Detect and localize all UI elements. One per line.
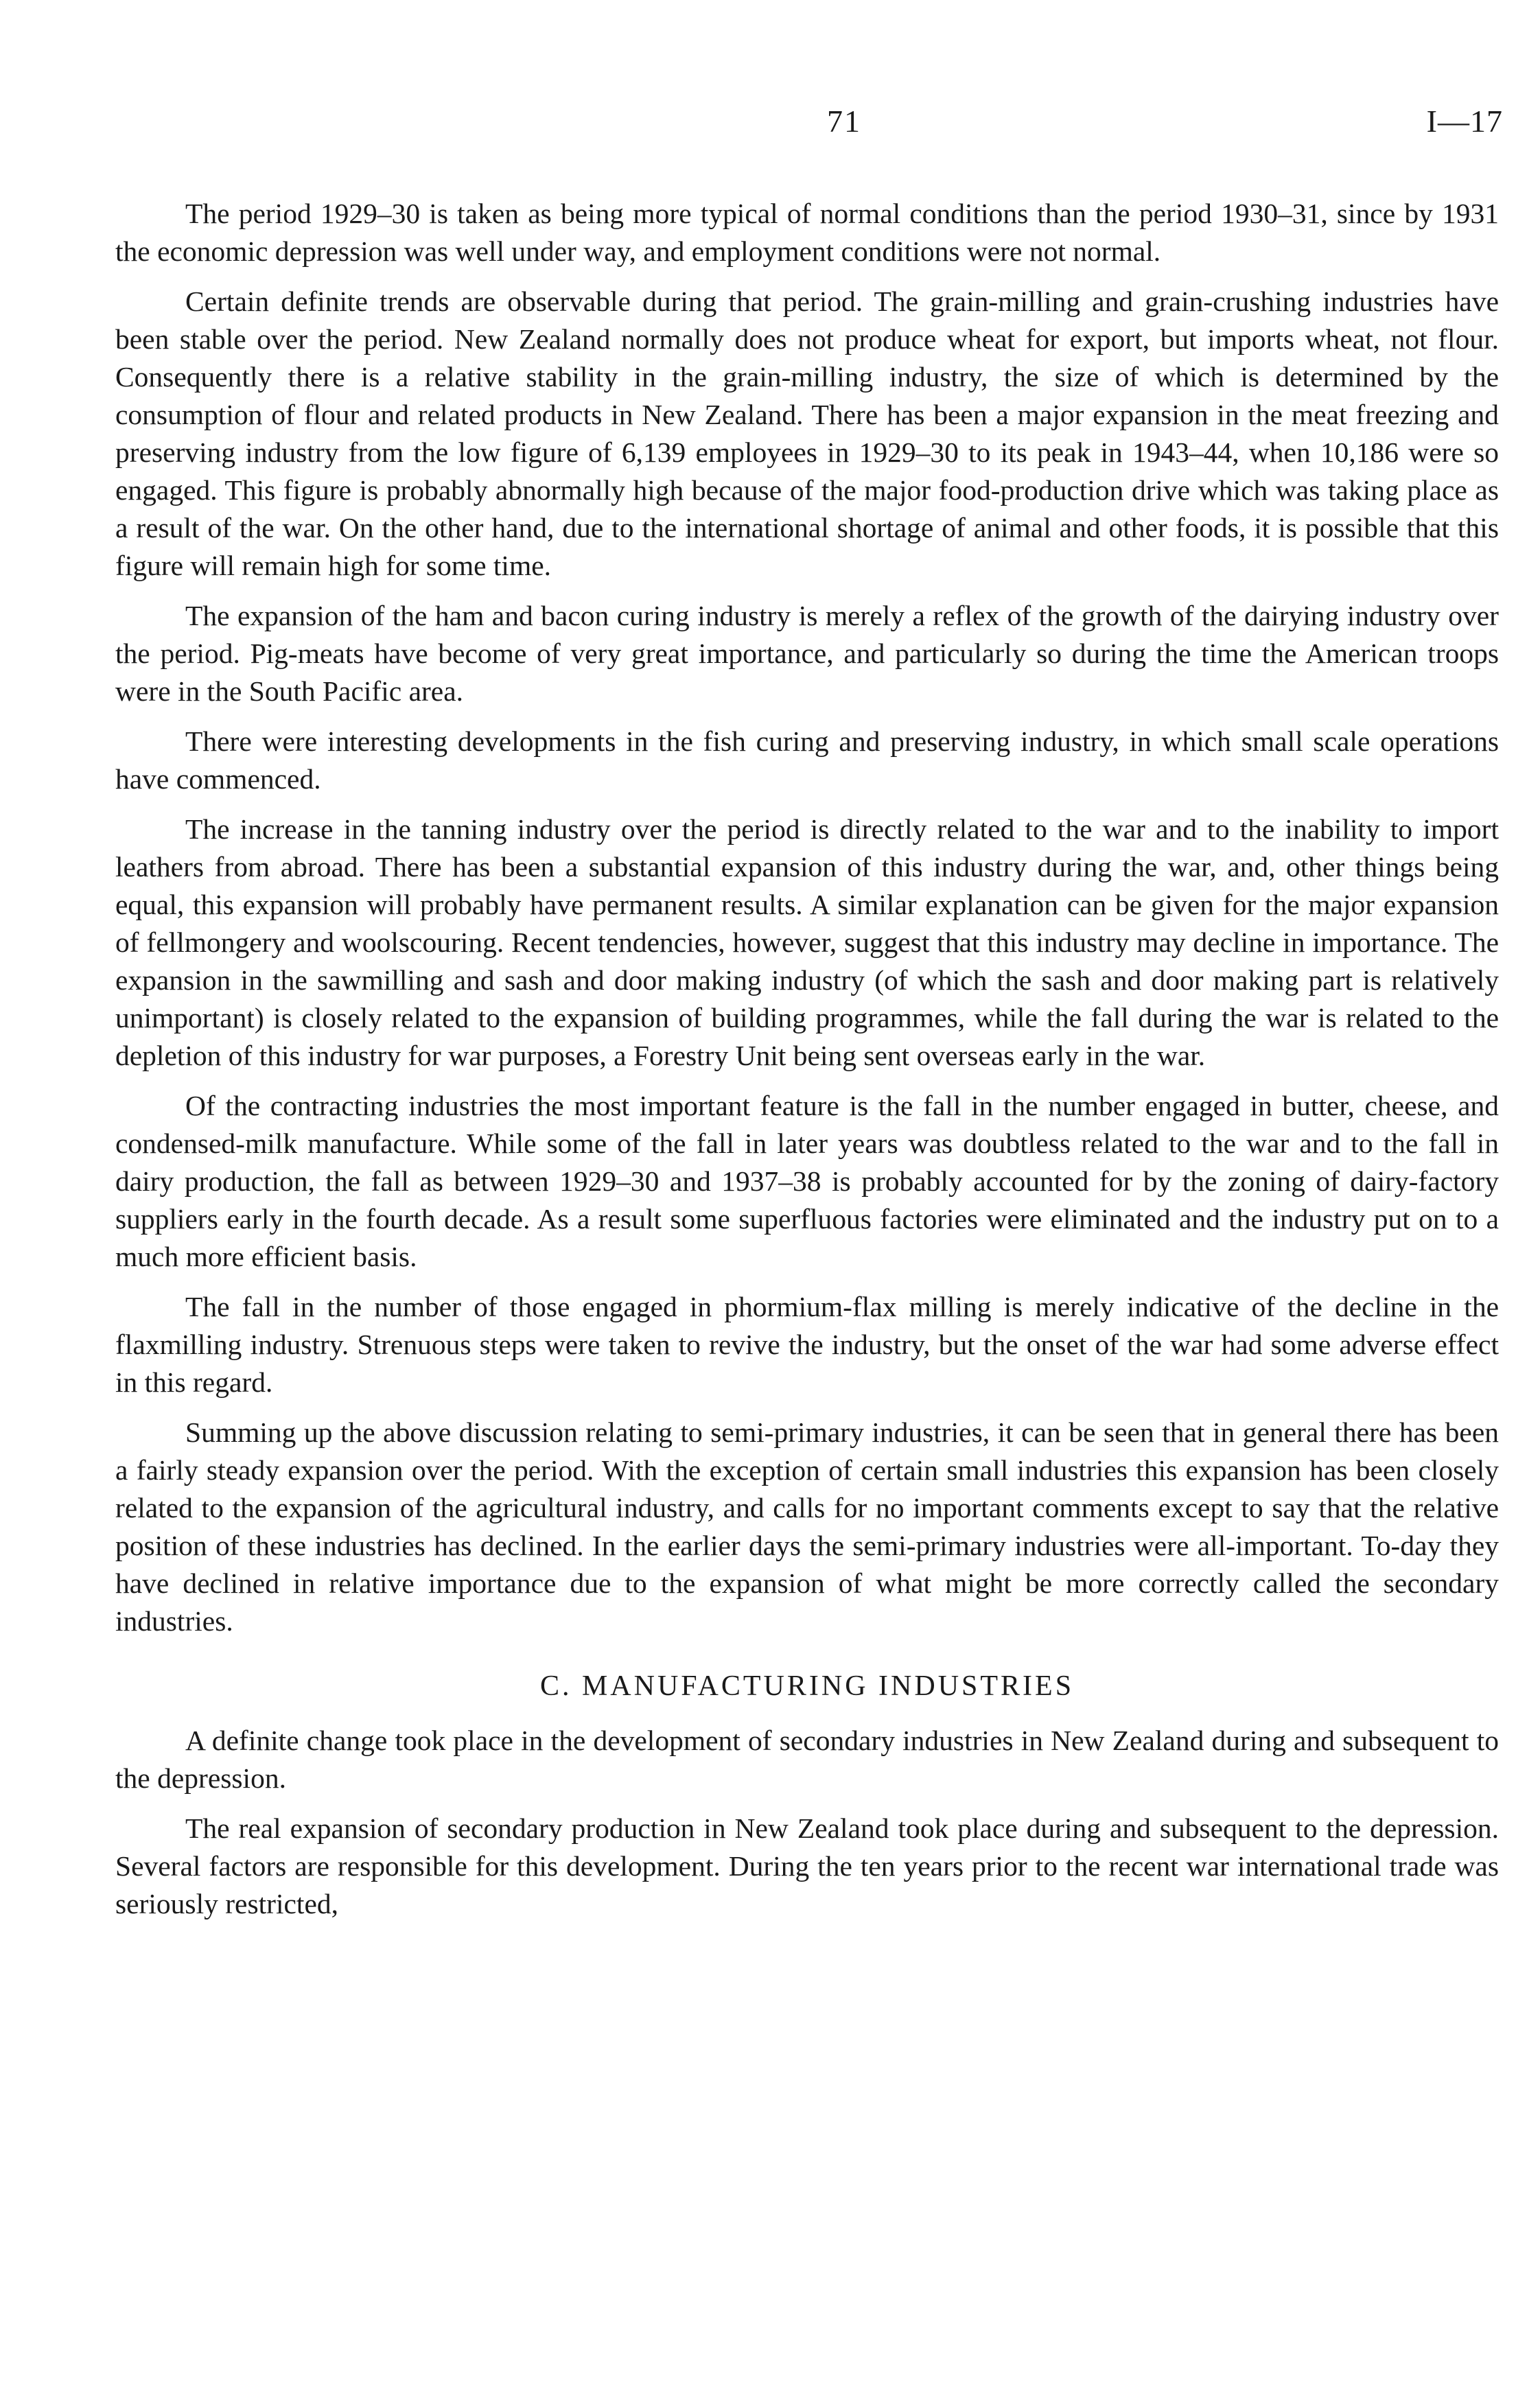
paragraph-real-expansion: The real expansion of secondary production in New Zealand took place during and subsequent to the depression. Several factors are responsible for this development. During the ten years prior to the recent war international trade was seriously restricted, — [115, 1812, 1499, 1919]
document-reference: I—17 — [1426, 104, 1503, 139]
paragraph-ham-bacon: The expansion of the ham and bacon curing industry is merely a reflex of the growth of the dairying industry over the period. Pig-meats have become of very great importance, and particularly so during the time the American troops were in the South Pacific area. — [115, 600, 1499, 707]
paragraph-phormium-flax: The fall in the number of those engaged in phormium-flax milling is merely indicative of the decline in the flaxmilling industry. Strenuous steps were taken to revive the industry, but the onset of the war had some adverse effect in this regard. — [115, 1291, 1499, 1398]
paragraph-tanning: The increase in the tanning industry over the period is directly related to the war and to the inability to import leathers from abroad. There has been a substantial expansion of this industry during the war, and, other things being equal, this expansion will probably have permanent results. A similar explanation can be given for the major expansion of fellmongery and woolscouring. Recent tendencies, however, suggest that this industry may decline in importance. The expansion in the sawmilling and sash and door making industry (of which the sash and door making part is relatively unimportant) is closely related to the expansion of building programmes, while the fall during the war is related to the depletion of this industry for war purposes, a Forestry Unit being sent overseas early in the war. — [115, 813, 1499, 1071]
page-header — [185, 103, 1503, 151]
paragraph-definite-trends: Certain definite trends are observable during that period. The grain-milling and grain-crushing industries have been stable over the period. New Zealand normally does not produce wheat for export, but imports wheat, not flour. Consequently there is a relative stability in the grain-milling industry, the size of which is determined by the consumption of flour and related products in New Zealand. There has been a major expansion in the meat freezing and preserving industry from the low figure of 6,139 employees in 1929–30 to its peak in 1943–44, when 10,186 were so engaged. This figure is probably abnormally high because of the major food-production drive which was taking place as a result of the war. On the other hand, due to the international shortage of animal and other foods, it is possible that this figure will remain high for some time. — [115, 285, 1499, 581]
page-body — [115, 195, 1499, 1935]
paragraph-summing-up: Summing up the above discussion relating to semi-primary industries, it can be seen that in general there has been a fairly steady expansion over the period. With the exception of certain small industries this expansion has been closely related to the expansion of the agricultural industry, and calls for no important comments except to say that the relative position of these industries has declined. In the earlier days the semi-primary industries were all-important. To-day they have declined in relative importance due to the expansion of what might be more correctly called the secondary industries. — [115, 1416, 1499, 1637]
paragraph-typical-period: The period 1929–30 is taken as being more typical of normal conditions than the period 1930–31, since by 1931 the economic depression was well under way, and employment conditions were not normal. — [115, 198, 1499, 267]
page-number: 71 — [827, 104, 861, 139]
paragraph-definite-change: A definite change took place in the development of secondary industries in New Zealand during and subsequent to the depression. — [115, 1725, 1499, 1794]
section-heading: C. MANUFACTURING INDUSTRIES — [539, 1670, 1075, 1702]
paragraph-fish-curing: There were interesting developments in the fish curing and preserving industry, in which small scale operations have commenced. — [115, 725, 1499, 795]
paragraph-contracting-industries: Of the contracting industries the most important feature is the fall in the number engaged in butter, cheese, and condensed-milk manufacture. While some of the fall in later years was doubtless related to the war and to the fall in dairy production, the fall as between 1929–30 and 1937–38 is probably accounted for by the zoning of dairy-factory suppliers early in the fourth decade. As a result some superfluous factories were eliminated and the industry put on to a much more efficient basis. — [115, 1090, 1499, 1272]
